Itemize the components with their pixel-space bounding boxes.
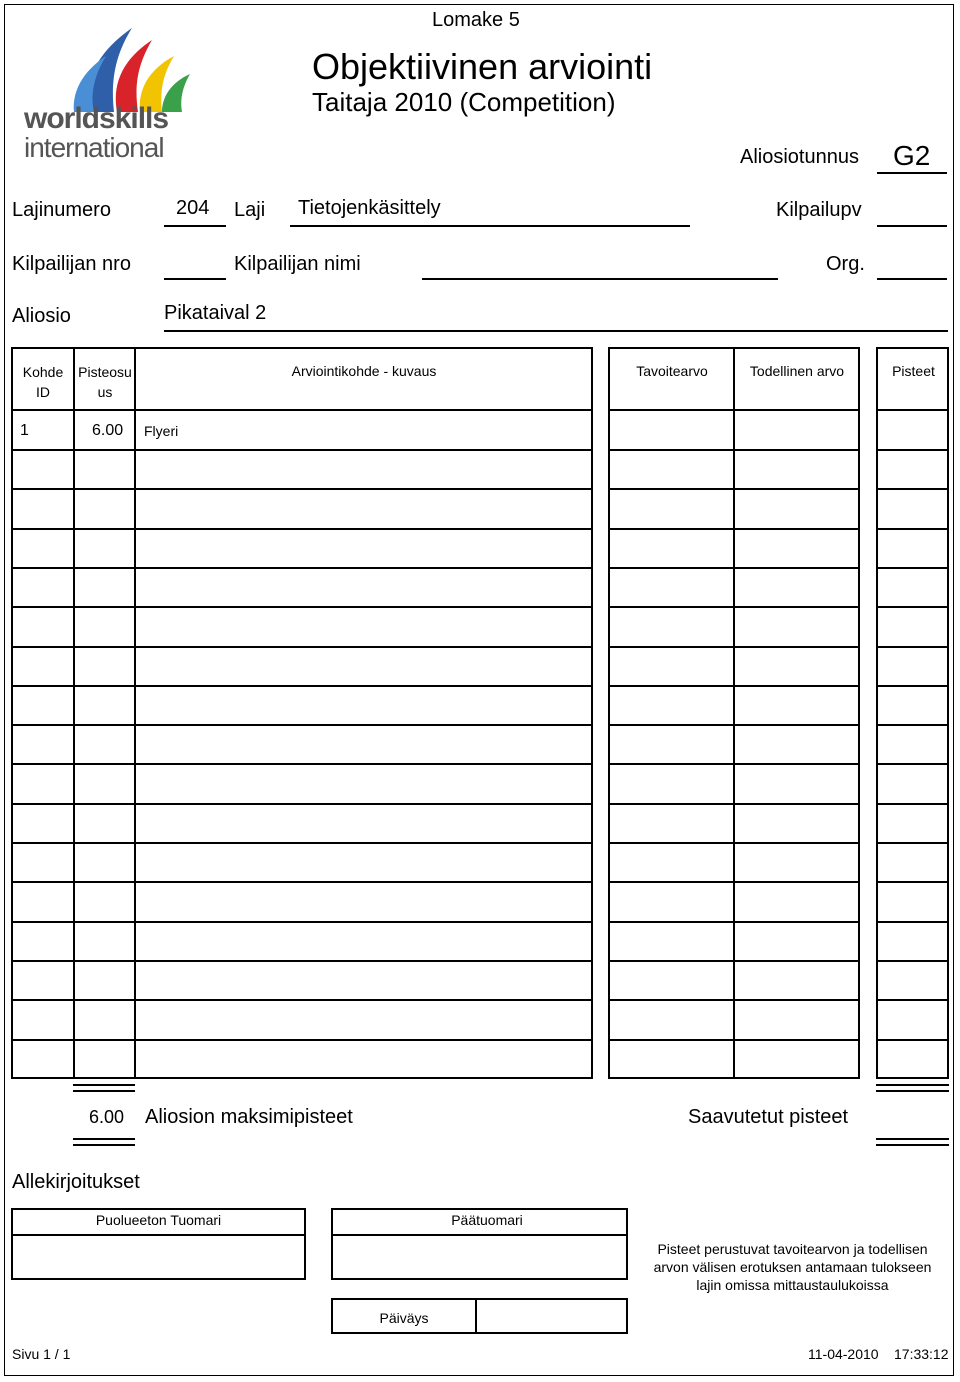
table-row-line xyxy=(608,881,860,883)
col-divider-1 xyxy=(73,347,75,1079)
col-divider-3 xyxy=(733,347,735,1079)
table-row-line xyxy=(876,960,949,962)
table-row-line xyxy=(11,567,593,569)
page-title: Objektiivinen arviointi xyxy=(312,46,653,87)
laji-underline xyxy=(290,225,690,227)
table-row-line xyxy=(876,449,949,451)
header-row-divider-right xyxy=(876,409,949,411)
table-row-line xyxy=(876,842,949,844)
kilpailijan-nimi-underline xyxy=(422,278,778,280)
row-1-description: Flyeri xyxy=(144,423,179,439)
aliosiotunnus-underline xyxy=(877,172,947,174)
table-row-line xyxy=(11,763,593,765)
col-header-pisteet: Pisteet xyxy=(892,363,935,379)
table-row-line xyxy=(11,528,593,530)
table-row-line xyxy=(608,646,860,648)
table-row-line xyxy=(876,921,949,923)
table-row-line xyxy=(608,763,860,765)
table-right-block xyxy=(876,347,949,1079)
table-row-line xyxy=(11,488,593,490)
kilpailupv-label: Kilpailupv xyxy=(776,199,862,221)
table-row-line xyxy=(608,528,860,530)
table-row-line xyxy=(11,606,593,608)
table-row-line xyxy=(608,803,860,805)
logo-text-line1: worldskills xyxy=(24,102,169,135)
table-row-line xyxy=(608,449,860,451)
table-row-line xyxy=(608,685,860,687)
table-row-line xyxy=(876,803,949,805)
table-row-line xyxy=(876,606,949,608)
table-row-line xyxy=(11,1039,593,1041)
table-row-line xyxy=(876,488,949,490)
col-divider-2 xyxy=(134,347,136,1079)
table-row-line xyxy=(11,881,593,883)
aliosio-value[interactable]: Pikataival 2 xyxy=(164,302,267,324)
table-row-line xyxy=(11,921,593,923)
col-header-todellinen: Todellinen arvo xyxy=(749,363,845,379)
scoring-note-line3: lajin omissa mittaustaulukoissa xyxy=(696,1277,889,1293)
neutral-judge-divider xyxy=(11,1234,306,1236)
max-points-label: Aliosion maksimipisteet xyxy=(145,1106,353,1128)
col-header-pisteosuus: Pisteosu us xyxy=(78,364,132,400)
laji-value[interactable]: Tietojenkäsittely xyxy=(298,197,441,219)
header-row-divider xyxy=(11,409,593,411)
table-row-line xyxy=(876,881,949,883)
table-row-line xyxy=(608,960,860,962)
org-underline xyxy=(877,278,947,280)
max-points-double-line-top xyxy=(73,1084,135,1092)
head-judge-label: Päätuomari xyxy=(451,1212,523,1228)
table-row-line xyxy=(608,921,860,923)
table-row-line xyxy=(11,646,593,648)
form-name: Lomake 5 xyxy=(432,9,520,31)
head-judge-divider xyxy=(331,1234,628,1236)
page-subtitle: Taitaja 2010 (Competition) xyxy=(312,87,616,117)
table-row-line xyxy=(11,724,593,726)
table-row-line xyxy=(11,803,593,805)
achieved-points-label: Saavutetut pisteet xyxy=(688,1106,849,1128)
table-row-line xyxy=(11,999,593,1001)
kilpailupv-underline xyxy=(877,225,947,227)
laji-label: Laji xyxy=(234,199,266,221)
aliosio-underline xyxy=(164,330,948,332)
achieved-double-line-bottom xyxy=(876,1138,949,1146)
table-row-line xyxy=(876,685,949,687)
scoring-note xyxy=(640,1240,945,1294)
table-row-line xyxy=(876,567,949,569)
kilpailijan-nro-underline xyxy=(164,278,226,280)
signatures-heading: Allekirjoitukset xyxy=(12,1171,140,1193)
footer-time: 17:33:12 xyxy=(894,1346,949,1362)
neutral-judge-label: Puolueeton Tuomari xyxy=(95,1212,222,1228)
col-header-kohde: Kohde ID xyxy=(22,364,64,400)
footer-date: 11-04-2010 xyxy=(808,1346,879,1362)
table-row-line xyxy=(608,1039,860,1041)
scoring-note-line1: Pisteet perustuvat tavoitearvon ja todellisen xyxy=(657,1241,928,1257)
logo-text-line2: international xyxy=(24,132,164,163)
table-row-line xyxy=(608,488,860,490)
table-row-line xyxy=(608,724,860,726)
date-box-divider xyxy=(475,1298,477,1334)
date-label: Päiväys xyxy=(379,1310,429,1326)
footer-page: Sivu 1 / 1 xyxy=(12,1346,71,1362)
scoring-note-line2: arvon välisen erotuksen antamaan tulokseen xyxy=(653,1259,932,1275)
table-row-line xyxy=(876,528,949,530)
table-row-line xyxy=(876,1039,949,1041)
table-row-line xyxy=(608,842,860,844)
table-row-line xyxy=(11,685,593,687)
table-row-line xyxy=(608,567,860,569)
org-label: Org. xyxy=(826,253,865,275)
header-row-divider-mid xyxy=(608,409,860,411)
table-row-line xyxy=(608,999,860,1001)
row-1-id: 1 xyxy=(20,422,29,439)
col-header-kuvaus: Arviointikohde - kuvaus xyxy=(291,363,437,379)
kilpailijan-nro-label: Kilpailijan nro xyxy=(12,253,131,275)
table-left-block xyxy=(11,347,593,1079)
aliosio-label: Aliosio xyxy=(12,305,71,327)
table-row-line xyxy=(876,999,949,1001)
col-header-tavoitearvo: Tavoitearvo xyxy=(636,363,708,379)
table-row-line xyxy=(876,763,949,765)
lajinumero-underline xyxy=(164,225,226,227)
table-row-line xyxy=(876,724,949,726)
table-row-line xyxy=(11,449,593,451)
worldskills-logo xyxy=(22,22,192,167)
table-row-line xyxy=(11,960,593,962)
lajinumero-value[interactable]: 204 xyxy=(176,197,210,219)
max-points-value: 6.00 xyxy=(89,1107,125,1127)
kilpailijan-nimi-label: Kilpailijan nimi xyxy=(234,253,361,275)
table-row-line xyxy=(11,842,593,844)
max-points-double-line-bottom xyxy=(73,1138,135,1146)
achieved-double-line-top xyxy=(876,1084,949,1092)
lajinumero-label: Lajinumero xyxy=(12,199,111,221)
row-1-points: 6.00 xyxy=(92,422,124,439)
aliosiotunnus-label: Aliosiotunnus xyxy=(740,146,859,168)
table-row-line xyxy=(876,646,949,648)
table-row-line xyxy=(608,606,860,608)
aliosiotunnus-value[interactable]: G2 xyxy=(893,140,931,171)
